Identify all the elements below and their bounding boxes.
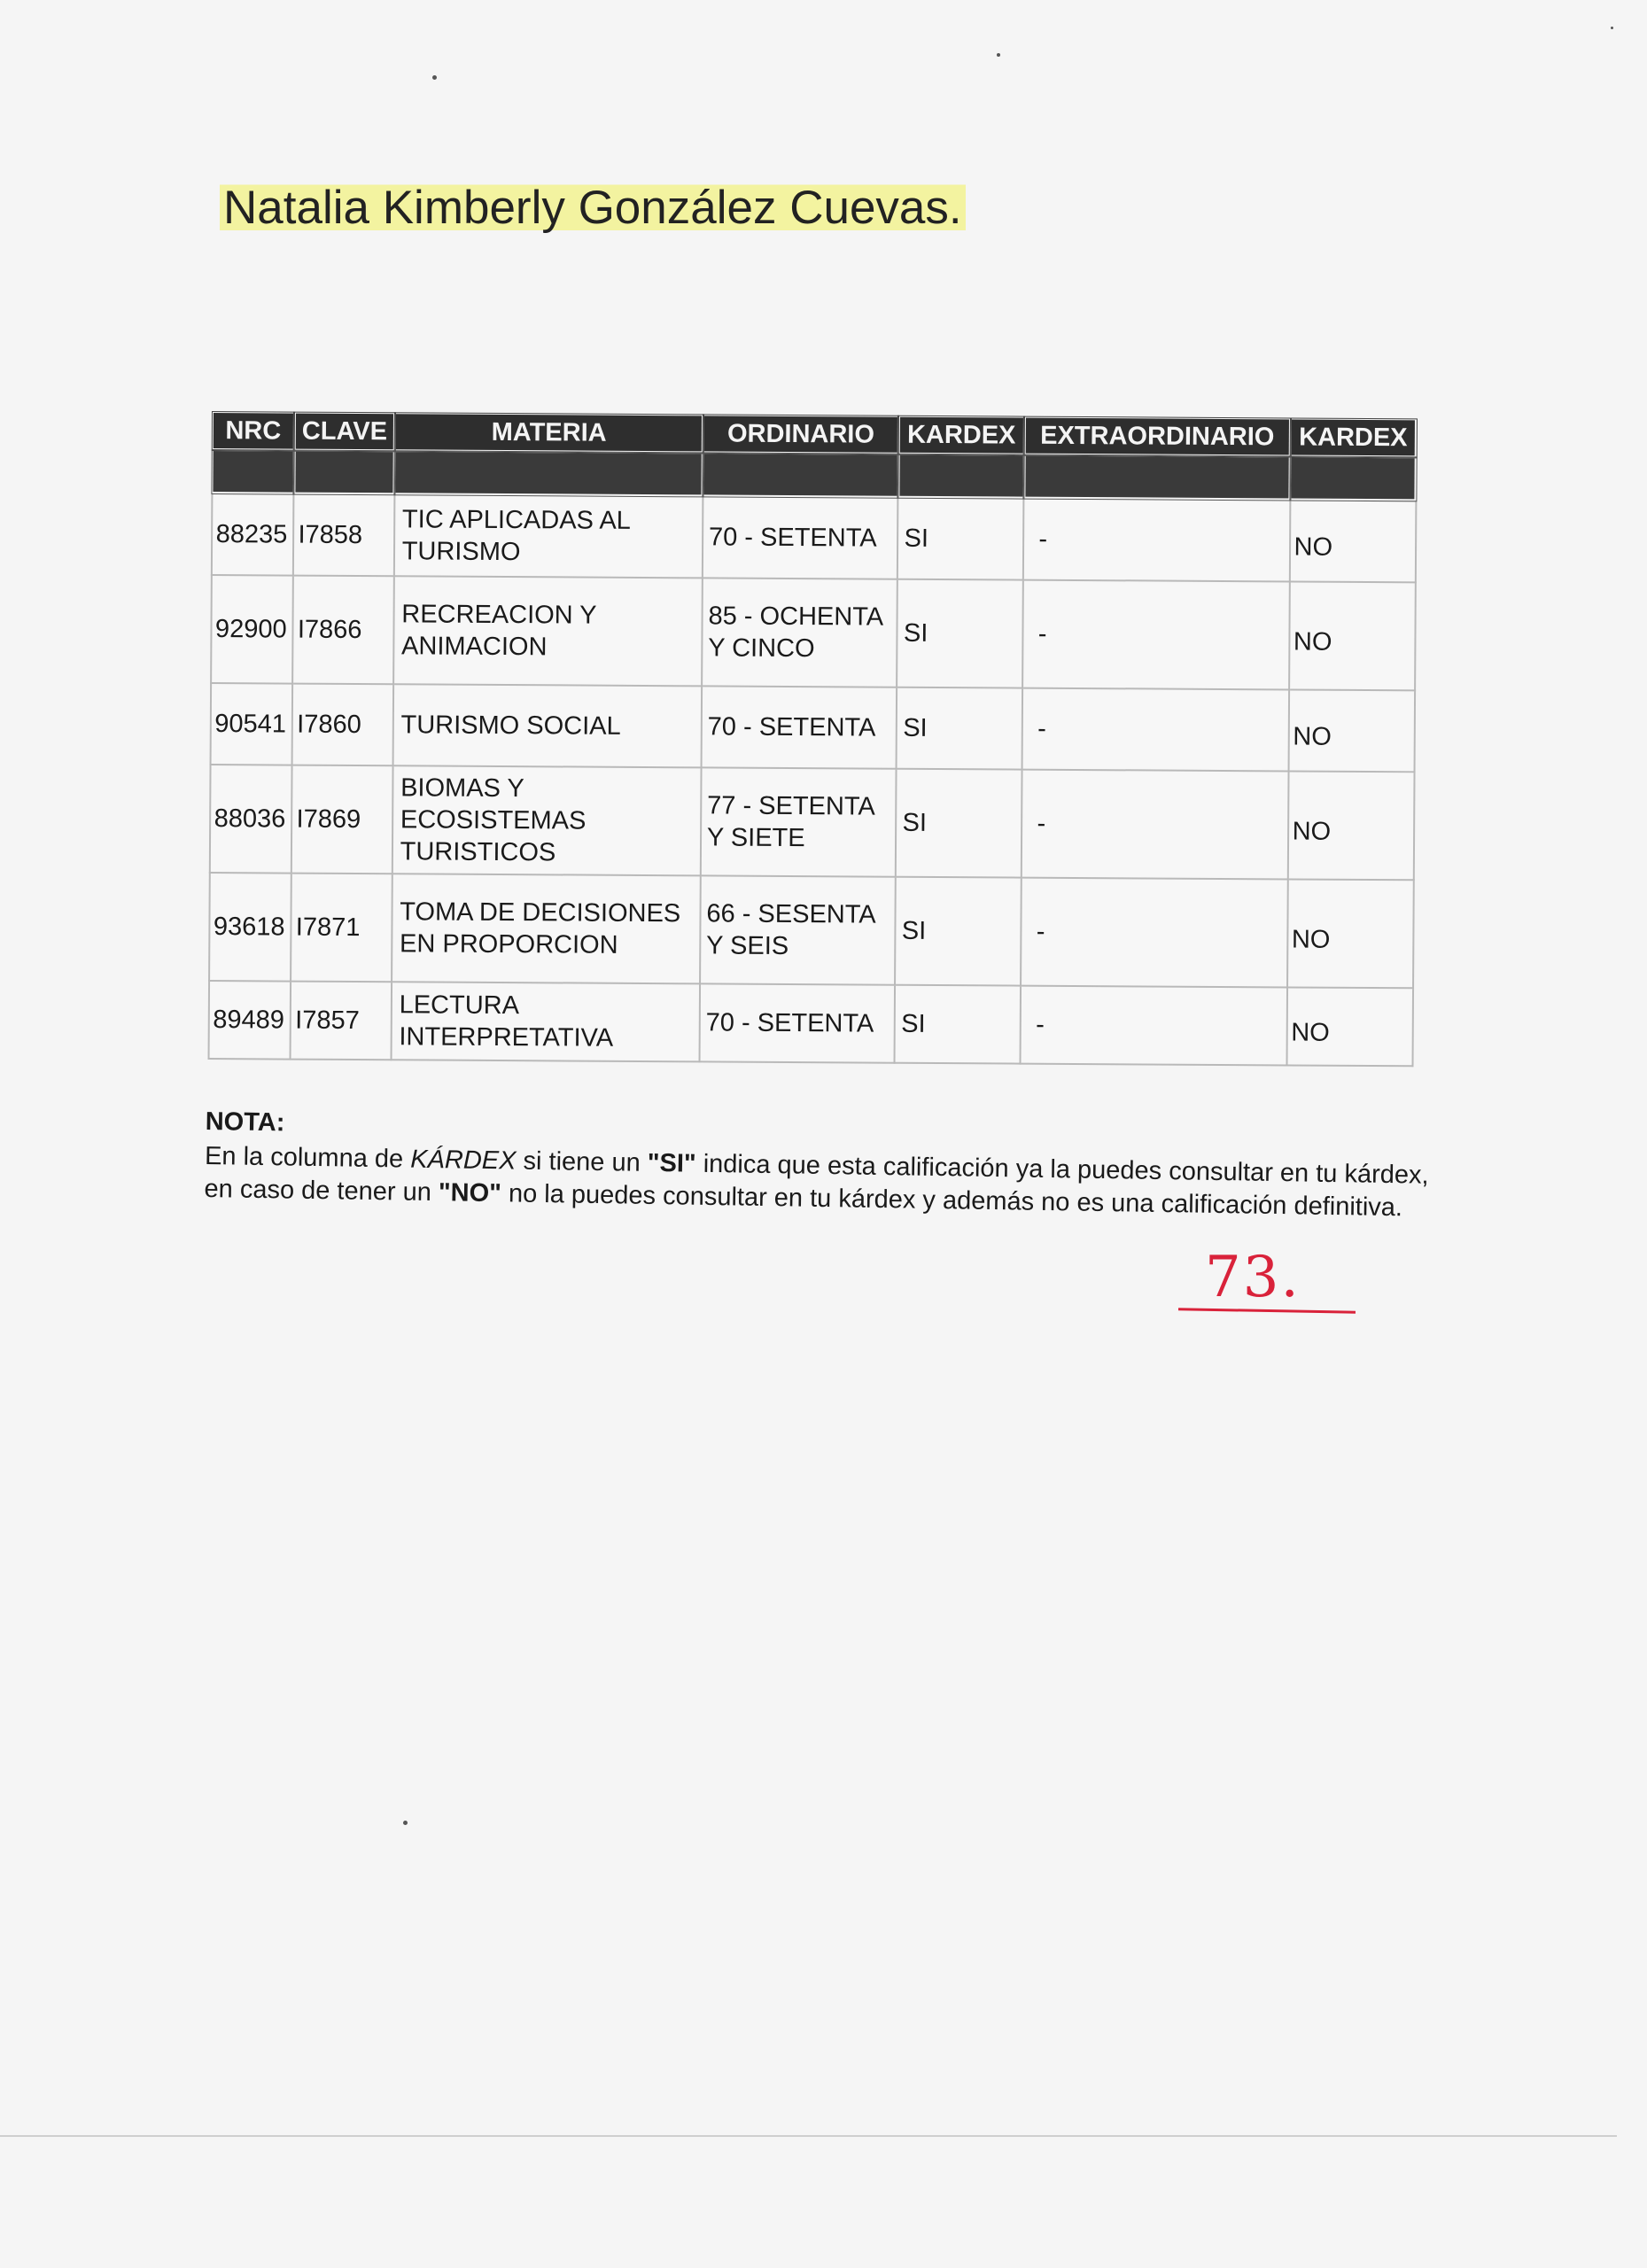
grades-table	[207, 410, 1418, 1067]
spacer-cell	[394, 451, 703, 496]
scan-speck	[1611, 27, 1613, 29]
spacer-cell	[703, 453, 898, 497]
header-extraordinario: EXTRAORDINARIO	[1024, 416, 1290, 456]
table-row	[209, 872, 1414, 987]
header-nrc: NRC	[212, 412, 294, 451]
header-ordinario: ORDINARIO	[703, 415, 899, 454]
cell-ordinario: 66 - SESENTA Y SEIS	[700, 875, 896, 984]
cell-extraordinario: -	[1021, 985, 1287, 1065]
cell-kardex: SI	[895, 984, 1021, 1063]
cell-extraordinario: -	[1022, 687, 1289, 771]
kardex-note	[204, 1106, 1446, 1225]
student-name: Natalia Kimberly González Cuevas.	[220, 177, 966, 239]
cell-kardex: SI	[895, 876, 1022, 985]
cell-extraordinario: -	[1021, 877, 1287, 987]
note-text: si tiene un	[516, 1146, 649, 1177]
cell-kardex-2: NO	[1287, 771, 1414, 880]
spacer-cell	[1290, 456, 1416, 501]
cell-ordinario: 70 - SETENTA	[699, 983, 895, 1062]
cell-clave: I7871	[291, 873, 392, 982]
cell-materia: RECREACION Y ANIMACION	[393, 576, 703, 686]
table-row	[208, 980, 1413, 1065]
cell-kardex-2: NO	[1288, 689, 1415, 772]
cell-nrc: 93618	[209, 872, 292, 981]
cell-nrc: 88036	[209, 765, 292, 874]
table-row	[211, 575, 1416, 690]
cell-materia: LECTURA INTERPRETATIVA	[391, 982, 700, 1061]
cell-ordinario: 77 - SETENTA Y SIETE	[701, 767, 897, 876]
cell-ordinario: 70 - SETENTA	[701, 686, 897, 768]
cell-materia: BIOMAS Y ECOSISTEMAS TURISTICOS	[392, 765, 702, 875]
note-text: no la puedes consultar en tu kárdex y además no es una calificación definitiva.	[501, 1179, 1403, 1223]
cell-kardex-2: NO	[1289, 500, 1416, 582]
note-si: "SI"	[647, 1148, 696, 1178]
cell-kardex: SI	[897, 687, 1022, 769]
cell-kardex-2: NO	[1286, 987, 1413, 1066]
cell-clave: I7866	[293, 575, 394, 684]
header-materia: MATERIA	[394, 413, 703, 453]
cell-clave: I7857	[291, 981, 392, 1060]
table-row	[211, 493, 1416, 582]
scan-speck	[403, 1821, 408, 1825]
cell-extraordinario: -	[1022, 769, 1288, 879]
table-row	[210, 683, 1415, 772]
cell-kardex: SI	[897, 497, 1023, 579]
scan-edge-line	[0, 2135, 1617, 2137]
cell-ordinario: 85 - OCHENTA Y CINCO	[702, 578, 897, 687]
note-no: "NO"	[438, 1178, 502, 1208]
spacer-cell	[898, 454, 1024, 498]
scan-speck	[997, 53, 1000, 57]
cell-nrc: 89489	[208, 980, 291, 1059]
cell-kardex: SI	[897, 579, 1024, 687]
handwritten-underline	[1178, 1308, 1356, 1313]
spacer-cell	[1024, 454, 1290, 500]
note-kardex-word: KÁRDEX	[409, 1145, 517, 1176]
header-kardex-2: KARDEX	[1290, 418, 1416, 457]
note-text: indica que esta calificación ya la puedes consultar en tu kárdex, en caso de tener un	[204, 1149, 1429, 1208]
table-header-spacer-row	[212, 450, 1416, 501]
cell-kardex-2: NO	[1289, 581, 1416, 690]
note-title: NOTA:	[205, 1107, 285, 1138]
handwritten-grade: 73.	[1205, 1245, 1301, 1310]
cell-materia: TOMA DE DECISIONES EN PROPORCION	[392, 874, 701, 983]
table-row	[209, 765, 1414, 880]
note-text: En la columna de	[204, 1141, 411, 1174]
spacer-cell	[212, 450, 294, 494]
cell-extraordinario: -	[1023, 498, 1290, 581]
scan-speck	[432, 75, 437, 80]
cell-materia: TIC APLICADAS AL TURISMO	[394, 494, 703, 578]
header-clave: CLAVE	[294, 412, 395, 451]
cell-extraordinario: -	[1022, 579, 1289, 689]
spacer-cell	[294, 450, 395, 494]
cell-materia: TURISMO SOCIAL	[392, 684, 702, 767]
cell-nrc: 92900	[211, 575, 294, 684]
cell-kardex-2: NO	[1287, 879, 1414, 988]
cell-nrc: 88235	[211, 493, 293, 576]
cell-clave: I7860	[292, 683, 393, 765]
cell-ordinario: 70 - SETENTA	[703, 496, 898, 579]
cell-clave: I7858	[293, 493, 394, 576]
cell-clave: I7869	[291, 765, 392, 874]
cell-kardex: SI	[896, 768, 1022, 877]
header-kardex: KARDEX	[898, 416, 1024, 454]
cell-nrc: 90541	[210, 683, 292, 765]
